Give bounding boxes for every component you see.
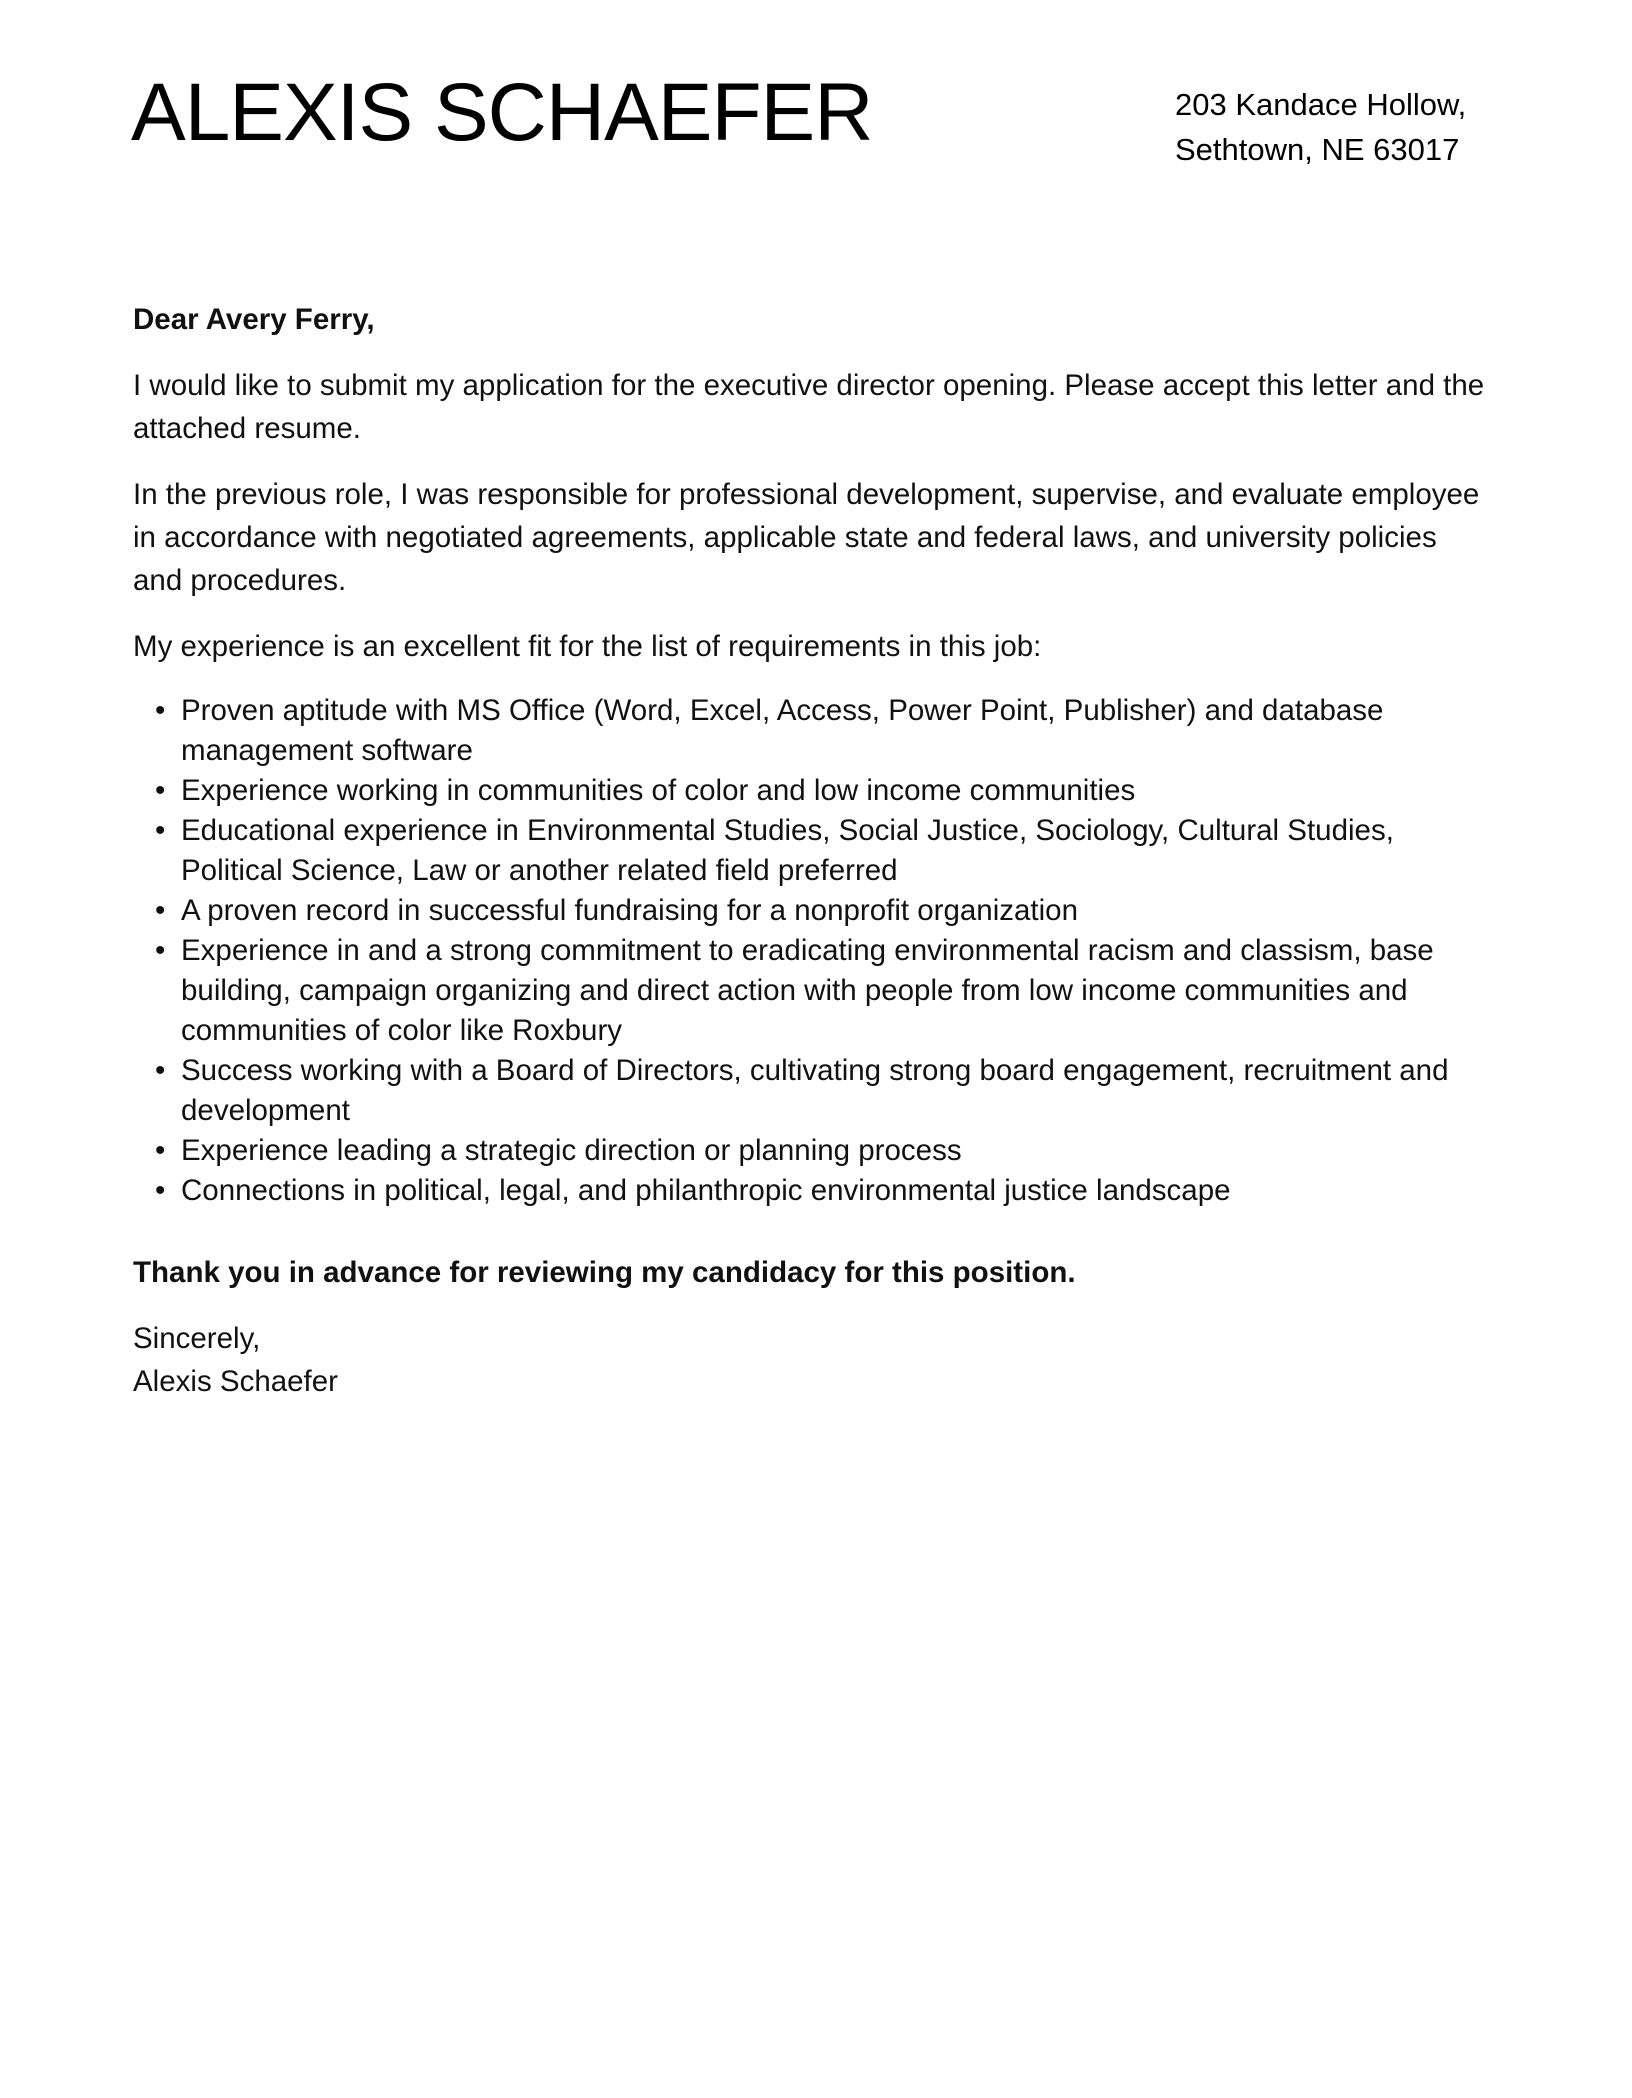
list-item-text: A proven record in successful fundraising for a nonprofit organization xyxy=(181,894,1078,927)
paragraph-previous-role: In the previous role, I was responsible for professional development, supervise, and evaluate employee in accordance with negotiated agreements, applicable state and federal laws, and university policies and procedures. xyxy=(133,478,1480,597)
list-item-text: Proven aptitude with MS Office (Word, Excel, Access, Power Point, Publisher) and database management software xyxy=(181,694,1384,767)
bullet-icon: • xyxy=(155,934,166,967)
list-item-text: Experience leading a strategic direction or planning process xyxy=(181,1134,962,1167)
signoff: Sincerely, xyxy=(133,1322,261,1355)
signature: Alexis Schaefer xyxy=(133,1365,338,1398)
list-item xyxy=(155,1131,1493,1171)
salutation: Dear Avery Ferry, xyxy=(133,303,375,336)
list-item xyxy=(155,1171,1493,1211)
bullet-icon: • xyxy=(155,814,166,847)
list-item-text: Success working with a Board of Directors, cultivating strong board engagement, recruitment and development xyxy=(181,1054,1449,1127)
applicant-name: ALEXIS SCHAEFER xyxy=(131,67,873,158)
list-item xyxy=(155,691,1493,771)
bullet-icon: • xyxy=(155,694,166,727)
address-line-2: Sethtown, NE 63017 xyxy=(1175,132,1460,167)
list-item xyxy=(155,811,1493,891)
bullet-icon: • xyxy=(155,1054,166,1087)
closing-statement: Thank you in advance for reviewing my candidacy for this position. xyxy=(133,1256,1076,1289)
requirements-list xyxy=(133,691,1493,1211)
paragraph-requirements-lead: My experience is an excellent fit for the list of requirements in this job: xyxy=(133,630,1042,663)
list-item xyxy=(155,931,1493,1051)
bullet-icon: • xyxy=(155,894,166,927)
bullet-icon: • xyxy=(155,1134,166,1167)
bullet-icon: • xyxy=(155,1174,166,1207)
list-item xyxy=(155,1051,1493,1131)
list-item-text: Educational experience in Environmental Studies, Social Justice, Sociology, Cultural Studies, Political Science, Law or another related field preferred xyxy=(181,814,1394,887)
list-item-text: Experience in and a strong commitment to eradicating environmental racism and classism, base building, campaign organizing and direct action with people from low income communities and communities of color like Roxbury xyxy=(181,934,1434,1047)
list-item xyxy=(155,771,1493,811)
list-item-text: Connections in political, legal, and philanthropic environmental justice landscape xyxy=(181,1174,1231,1207)
paragraph-intro: I would like to submit my application for the executive director opening. Please accept this letter and the attached resume. xyxy=(133,369,1485,445)
letter-body xyxy=(133,298,1493,1403)
list-item-text: Experience working in communities of color and low income communities xyxy=(181,774,1136,807)
list-item xyxy=(155,891,1493,931)
bullet-icon: • xyxy=(155,774,166,807)
applicant-address xyxy=(1175,82,1466,172)
address-line-1: 203 Kandace Hollow, xyxy=(1175,87,1467,122)
